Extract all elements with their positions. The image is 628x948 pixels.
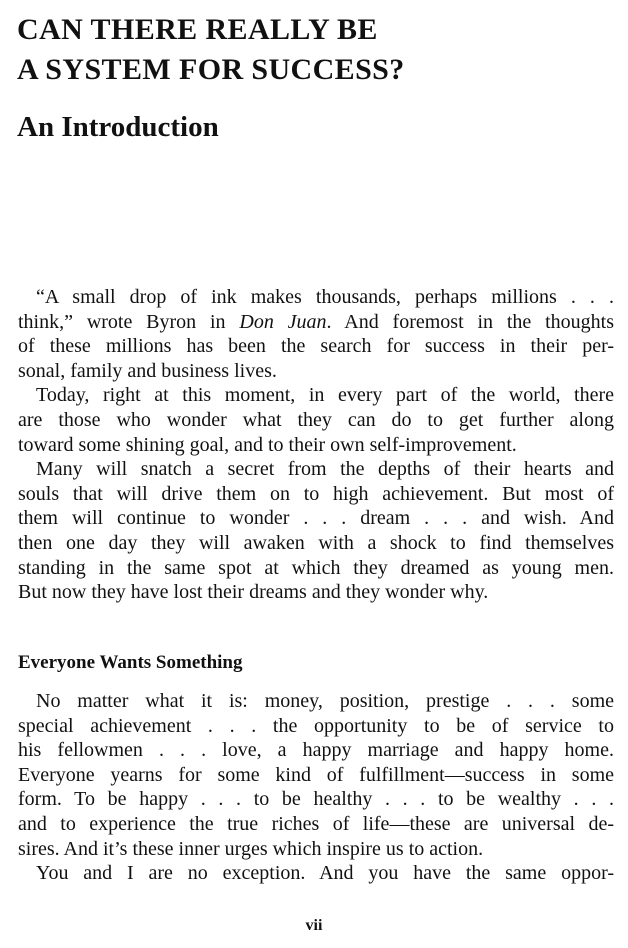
text-line: special achievement . . . the opportunity to be of service to <box>18 714 614 737</box>
text-line: of these millions has been the search for success in their per- <box>18 335 614 358</box>
paragraph-2 <box>18 383 614 457</box>
text-line: his fellowmen . . . love, a happy marriage and happy home. <box>18 739 614 762</box>
paragraph-5 <box>18 861 614 886</box>
text-line: and to experience the true riches of life—these are universal de- <box>18 812 614 835</box>
text-line: are those who wonder what they can do to get further along <box>18 408 614 431</box>
body-text-section-2 <box>18 689 614 886</box>
text-line: Everyone yearns for some kind of fulfillment—success in some <box>18 763 614 786</box>
text-line: No matter what it is: money, position, prestige . . . some <box>36 690 614 712</box>
text-line: sires. And it’s these inner urges which inspire us to action. <box>18 837 484 860</box>
text-line: Today, right at this moment, in every part of the world, there <box>36 384 614 407</box>
text-line: then one day they will awaken with a shock to find themselves <box>18 531 614 554</box>
section-heading: Everyone Wants Something <box>18 652 243 673</box>
text-line: sonal, family and business lives. <box>18 359 277 382</box>
text-line: them will continue to wonder . . . dream . . . and wish. And <box>18 507 614 530</box>
chapter-subtitle: An Introduction <box>17 111 219 143</box>
body-text-section-1 <box>18 285 614 605</box>
paragraph-3 <box>18 457 614 605</box>
text-line: toward some shining goal, and to their own self-improvement. <box>18 433 517 456</box>
text-line: form. To be happy . . . to be healthy . . . to be wealthy . . . <box>18 788 614 811</box>
page-number: vii <box>305 917 323 934</box>
chapter-title-line-1: CAN THERE REALLY BE <box>17 13 378 46</box>
text-line: souls that will drive them on to high achievement. But most of <box>18 482 614 505</box>
text-run: think,” wrote Byron in <box>18 310 240 333</box>
text-line <box>18 310 614 335</box>
paragraph-4 <box>18 689 614 861</box>
paragraph-1 <box>18 285 614 383</box>
text-line: standing in the same spot at which they dreamed as young men. <box>18 556 614 579</box>
chapter-title <box>17 10 405 90</box>
italic-book-title: Don Juan <box>239 310 327 333</box>
text-run: . And foremost in the thoughts <box>326 310 614 333</box>
chapter-title-line-2: A SYSTEM FOR SUCCESS? <box>17 53 405 86</box>
text-line: “A small drop of ink makes thousands, perhaps millions . . . <box>36 286 614 308</box>
text-line: But now they have lost their dreams and they wonder why. <box>18 581 489 604</box>
text-line: Many will snatch a secret from the depths of their hearts and <box>36 458 614 481</box>
text-line: You and I are no exception. And you have the same oppor- <box>36 862 614 885</box>
